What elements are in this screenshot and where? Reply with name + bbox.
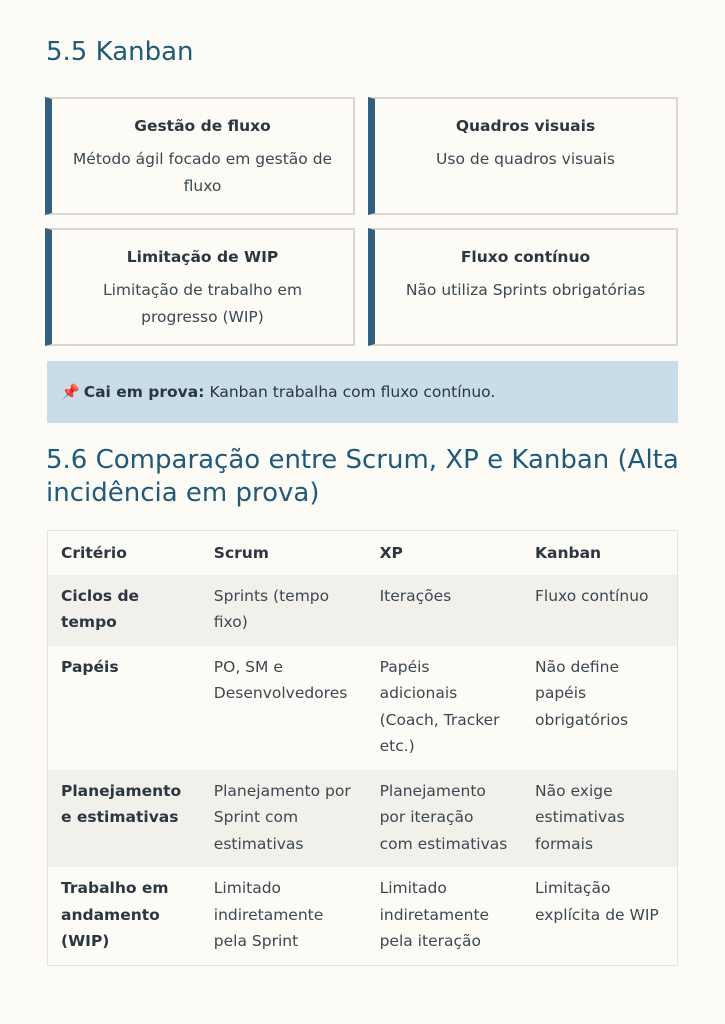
table-cell-criterion: Planejamento e estimativas [48,770,201,868]
table-row [48,867,677,965]
table-cell: PO, SM e Desenvolvedores [213,657,348,702]
card-gestao-de-fluxo [45,97,355,215]
table-cell: Fluxo contínuo [522,575,677,646]
table-cell: Iterações [367,575,522,646]
table-cell: Planejamento por Sprint com estimativas [201,770,367,868]
table-cell: Limitado indiretamente pela iteração [379,879,490,950]
table-cell: Sprints (tempo fixo) [201,575,367,646]
pushpin-icon: 📌 [61,383,80,401]
table-row [48,575,677,646]
card-title: Fluxo contínuo [460,248,591,266]
card-description: Não utiliza Sprints obrigatórias [405,281,646,299]
table-cell: Papéis adicionais (Coach, Tracker etc.) [379,657,500,755]
table-cell: Limitado indiretamente pela Sprint [213,879,324,950]
table-header-row [48,531,677,575]
column-header-kanban: Kanban [535,544,602,562]
table-cell-criterion: Papéis [61,657,119,676]
card-limitacao-de-wip [45,228,355,346]
card-fluxo-continuo [368,228,678,346]
column-header-xp: XP [379,544,403,562]
section-title-kanban: 5.5 Kanban [46,37,194,67]
card-quadros-visuais [368,97,678,215]
card-title: Quadros visuais [455,117,596,135]
table-cell: Planejamento por iteração com estimativas [367,770,522,868]
note-text: Kanban trabalha com fluxo contínuo. [209,383,496,401]
table-row [48,646,677,770]
table-cell: Limitação explícita de WIP [535,879,659,924]
section-title-comparison: 5.6 Comparação entre Scrum, XP e Kanban (Alta incidência em prova) [46,445,679,508]
note-label: Cai em prova: [83,383,205,401]
column-header-scrum: Scrum [213,544,269,562]
comparison-table [47,530,678,966]
table-row [48,770,677,868]
card-description: Uso de quadros visuais [436,150,615,168]
table-cell: Não exige estimativas formais [522,770,677,868]
exam-tip-note [47,361,678,423]
card-title: Limitação de WIP [126,248,279,266]
column-header-criterio: Critério [61,544,127,562]
card-title: Gestão de fluxo [134,117,271,135]
card-description: Método ágil focado em gestão de fluxo [72,150,333,195]
table-cell-criterion: Trabalho em andamento (WIP) [61,879,169,950]
table-cell-criterion: Ciclos de tempo [48,575,201,646]
card-description: Limitação de trabalho em progresso (WIP) [102,281,303,326]
table-cell: Não define papéis obrigatórios [535,657,629,729]
